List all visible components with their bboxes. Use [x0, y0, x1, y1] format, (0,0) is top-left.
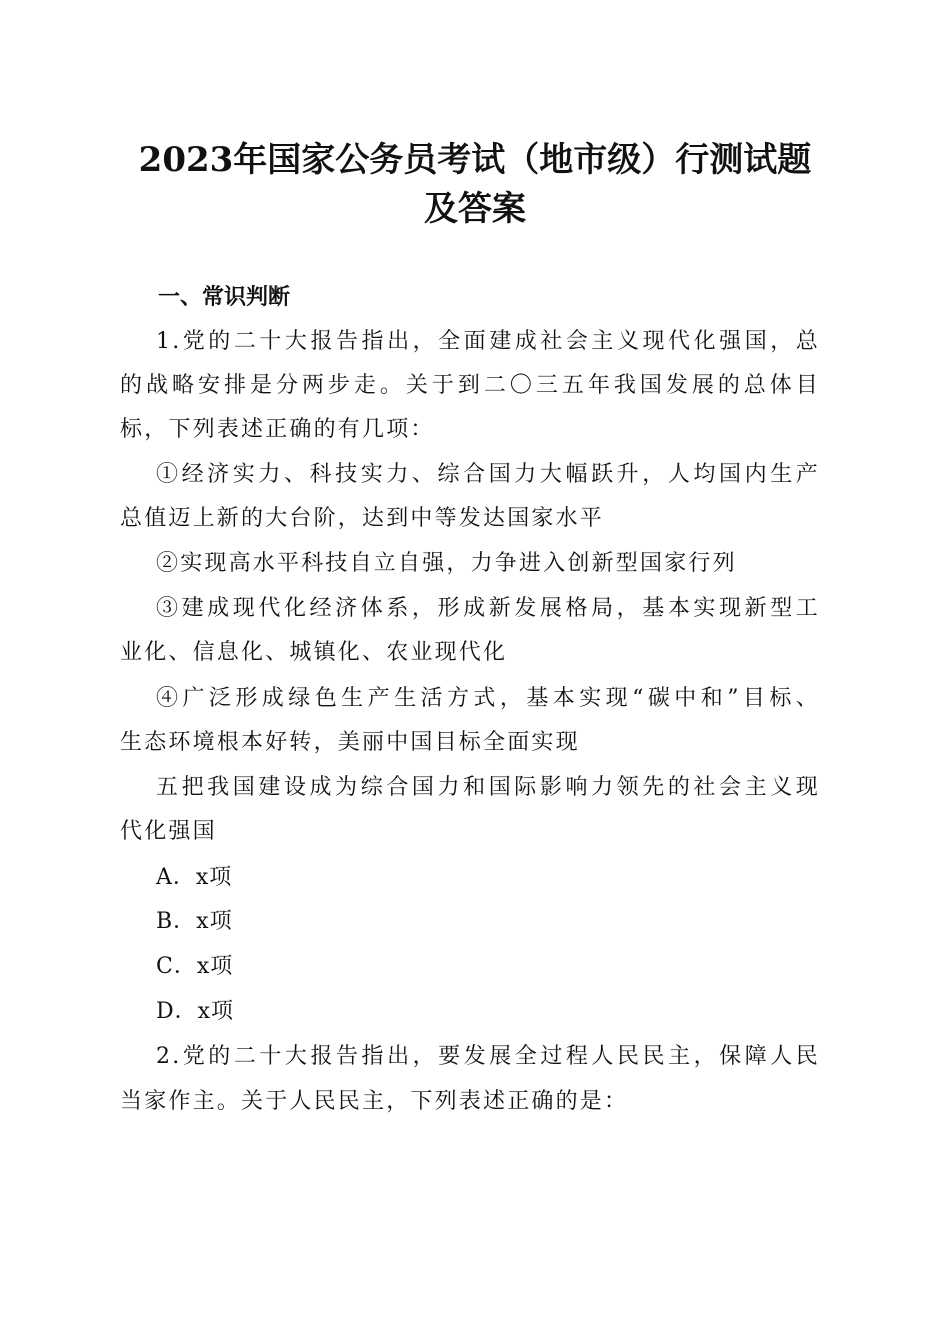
q1-item-4-line-1: ④广泛形成绿色生产生活方式，基本实现“碳中和”目标、 — [156, 686, 820, 711]
q2-text-line-1: 2.党的二十大报告指出，要发展全过程人民民主，保障人民 — [156, 1044, 820, 1069]
document-title-line-1: 2023年国家公务员考试（地市级）行测试题 — [138, 140, 812, 180]
q1-text-line-3: 标，下列表述正确的有几项： — [120, 417, 435, 442]
q1-text-line-2: 的战略安排是分两步走。关于到二〇三五年我国发展的总体目 — [120, 373, 820, 398]
q1-option-c: C．x项 — [156, 954, 234, 979]
q1-option-d: D．x项 — [156, 999, 235, 1024]
q1-item-1-line-1: ①经济实力、科技实力、综合国力大幅跃升，人均国内生产 — [156, 462, 820, 487]
q1-item-5-line-1: 五把我国建设成为综合国力和国际影响力领先的社会主义现 — [156, 775, 820, 800]
q2-text-line-2: 当家作主。关于人民民主，下列表述正确的是： — [120, 1089, 629, 1114]
q1-item-1-line-2: 总值迈上新的大台阶，达到中等发达国家水平 — [120, 506, 605, 531]
q1-option-a: A．x项 — [156, 865, 233, 890]
q1-option-b: B．x项 — [156, 909, 233, 934]
q1-item-2-line-1: ②实现高水平科技自立自强，力争进入创新型国家行列 — [156, 551, 737, 576]
q1-text-line-1: 1.党的二十大报告指出，全面建成社会主义现代化强国，总 — [156, 329, 820, 354]
document-title-line-2: 及答案 — [424, 189, 526, 229]
q1-item-5-line-2: 代化强国 — [120, 819, 217, 844]
q1-item-3-line-1: ③建成现代化经济体系，形成新发展格局，基本实现新型工 — [156, 596, 820, 621]
q1-item-3-line-2: 业化、信息化、城镇化、农业现代化 — [120, 640, 508, 665]
q1-item-4-line-2: 生态环境根本好转，美丽中国目标全面实现 — [120, 730, 580, 755]
section-heading: 一、常识判断 — [158, 285, 291, 310]
